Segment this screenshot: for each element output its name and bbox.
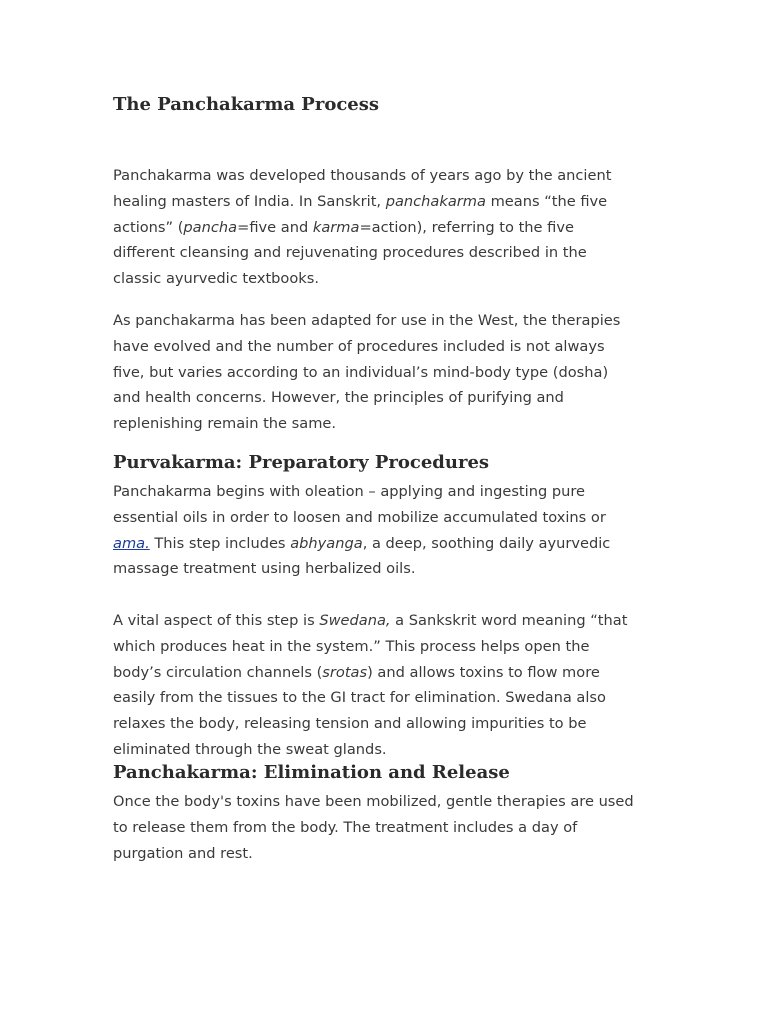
text-line: Panchakarma begins with oleation – applying and ingesting pure: [113, 483, 586, 500]
text-line: massage treatment using herbalized oils.: [113, 560, 416, 578]
text-line: [113, 531, 658, 557]
emphasis-term: panchakarma: [385, 192, 486, 210]
text-span: A vital aspect of this step is: [113, 612, 320, 629]
section-heading-purvakarma: Purvakarma: Preparatory Procedures: [113, 452, 490, 473]
purvakarma-paragraph-1: [113, 479, 658, 582]
text-span: =five and: [237, 218, 313, 236]
page-title: The Panchakarma Process: [113, 94, 380, 115]
text-span: ) and allows toxins to flow more: [367, 663, 600, 681]
section-heading-elimination: Panchakarma: Elimination and Release: [113, 762, 510, 783]
emphasis-term: pancha: [183, 218, 238, 236]
emphasis-term: srotas: [322, 663, 368, 681]
text-line: to release them from the body. The treatment includes a day of: [113, 818, 578, 836]
text-span: healing masters of India. In Sanskrit,: [113, 192, 386, 210]
emphasis-term: abhyanga: [290, 534, 363, 552]
text-line: As panchakarma has been adapted for use in the West, the therapies: [113, 312, 621, 329]
text-line: [113, 660, 658, 686]
text-span: means “the five: [485, 192, 608, 210]
elimination-paragraph-1: [113, 789, 658, 866]
text-span: This step includes: [149, 534, 291, 552]
text-line: which produces heat in the system.” This process helps open the: [113, 637, 590, 655]
intro-paragraph-2: [113, 308, 658, 437]
text-line: [113, 189, 658, 215]
text-line: [113, 215, 658, 241]
text-span: a Sankskrit word meaning “that: [390, 612, 628, 629]
purvakarma-paragraph-2: [113, 608, 658, 763]
text-line: Panchakarma was developed thousands of years ago by the ancient: [113, 167, 612, 184]
text-line: replenishing remain the same.: [113, 415, 337, 433]
text-line: classic ayurvedic textbooks.: [113, 270, 319, 288]
text-line: eliminated through the sweat glands.: [113, 740, 387, 758]
text-line: have evolved and the number of procedures included is not always: [113, 337, 605, 355]
text-line: and health concerns. However, the principles of purifying and: [113, 389, 564, 407]
text-line: [113, 608, 658, 634]
text-span: =action), referring to the five: [359, 218, 574, 236]
text-span: actions” (: [113, 218, 184, 236]
text-line: different cleansing and rejuvenating procedures described in the: [113, 244, 587, 262]
ama-link[interactable]: ama.: [113, 534, 150, 552]
text-line: easily from the tissues to the GI tract for elimination. Swedana also: [113, 689, 606, 707]
text-line: purgation and rest.: [113, 844, 253, 862]
text-line: five, but varies according to an individual’s mind-body type (dosha): [113, 363, 609, 381]
text-line: relaxes the body, releasing tension and allowing impurities to be: [113, 715, 587, 733]
text-line: Once the body's toxins have been mobilized, gentle therapies are used: [113, 793, 634, 810]
text-span: body’s circulation channels (: [113, 663, 323, 681]
emphasis-term: Swedana,: [319, 612, 391, 629]
intro-paragraph-1: [113, 163, 658, 292]
emphasis-term: karma: [312, 218, 360, 236]
text-line: essential oils in order to loosen and mobilize accumulated toxins or: [113, 508, 606, 526]
text-span: , a deep, soothing daily ayurvedic: [362, 534, 611, 552]
